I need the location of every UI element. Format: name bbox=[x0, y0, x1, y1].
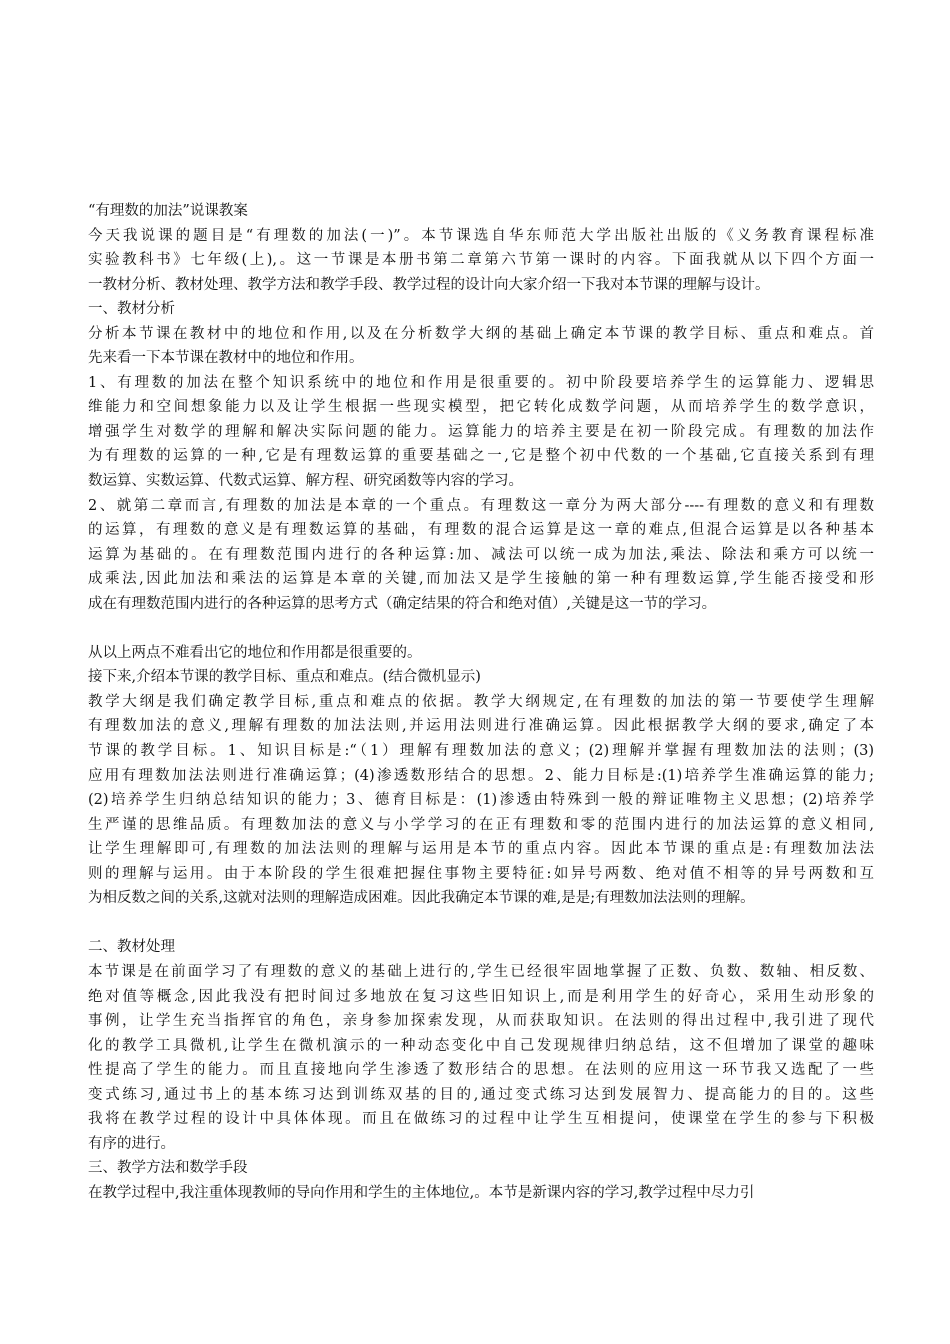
paragraph bbox=[88, 690, 874, 911]
text-line: 接下来,介绍本节课的教学目标、重点和难点。(结合微机显示) bbox=[88, 669, 481, 686]
text-line: 一、教材分析 bbox=[88, 301, 175, 318]
paragraph bbox=[88, 665, 874, 690]
text-line: 成在有理数范围内进行的各种运算的思考方式（确定结果的符合和绝对值）,关键是这一节的学习。 bbox=[88, 595, 717, 612]
text-line: 节课的教学目标。1、知识目标是:“（1）理解有理数加法的意义；(2)理解并掌握有理数加法的法则；(3) bbox=[88, 743, 874, 760]
section-heading bbox=[88, 297, 874, 322]
document-page bbox=[88, 199, 874, 1205]
text-line: 变式练习,通过书上的基本练习达到训练双基的目的,通过变式练习达到发展智力、提高能力的目的。这些 bbox=[88, 1086, 874, 1103]
text-line: 则的理解与运用。由于本阶段的学生很难把握住事物主要特征:如异号两数、绝对值不相等的异号两数和互 bbox=[88, 865, 874, 882]
blank-line bbox=[88, 911, 874, 936]
text-line: 生严谨的思维品质。有理数加法的意义与小学学习的在正有理数和零的范围内进行的加法运算的意义相同, bbox=[88, 816, 874, 833]
text-line: 1、有理数的加法在整个知识系统中的地位和作用是很重要的。初中阶段要培养学生的运算能力、逻辑思 bbox=[88, 374, 874, 391]
text-line: 事例，让学生充当指挥官的角色，亲身参加探索发现，从而获取知识。在法则的得出过程中,我引进了现代 bbox=[88, 1013, 874, 1030]
text-line: 三、教学方法和数学手段 bbox=[88, 1160, 248, 1177]
text-line: 的运算，有理数的意义是有理数运算的基础，有理数的混合运算是这一章的难点,但混合运算是以各种基本 bbox=[88, 522, 874, 539]
text-line: 为有理数的运算的一种,它是有理数运算的重要基础之一,它是整个初中代数的一个基础,它直接关系到有理 bbox=[88, 448, 874, 465]
text-line: 分析本节课在教材中的地位和作用,以及在分析数学大纲的基础上确定本节课的教学目标、重点和难点。首 bbox=[88, 325, 874, 342]
text-line: 让学生理解即可,有理数的加法法则的理解与运用是本节的重点内容。因此本节课的重点是:有理数加法法 bbox=[88, 841, 874, 858]
text-line: 运算为基础的。在有理数范围内进行的各种运算:加、减法可以统一成为加法,乘法、除法和乘方可以统一 bbox=[88, 546, 874, 563]
text-line: 一教材分析、教材处理、教学方法和教学手段、教学过程的设计向大家介绍一下我对本节课的理解与设计。 bbox=[88, 276, 770, 293]
paragraph bbox=[88, 494, 874, 617]
text-line: 从以上两点不难看出它的地位和作用都是很重要的。 bbox=[88, 644, 422, 661]
text-line: 增强学生对数学的理解和解决实际问题的能力。运算能力的培养主要是在初一阶段完成。有理数的加法作 bbox=[88, 423, 874, 440]
text-line: 化的教学工具微机,让学生在微机演示的一种动态变化中自己发现规律归纳总结，这不但增加了课堂的趣味 bbox=[88, 1037, 874, 1054]
text-line: 有序的进行。 bbox=[88, 1135, 175, 1152]
text-line: 教学大纲是我们确定教学目标,重点和难点的依据。教学大纲规定,在有理数的加法的第一节要使学生理解 bbox=[88, 693, 874, 710]
paragraph bbox=[88, 960, 874, 1156]
section-heading bbox=[88, 1156, 874, 1181]
text-line: 绝对值等概念,因此我没有把时间过多地放在复习这些旧知识上,而是利用学生的好奇心，采用生动形象的 bbox=[88, 988, 874, 1005]
text-line: (2)培养学生归纳总结知识的能力；3、德育目标是：(1)渗透由特殊到一般的辩证唯物主义思想；(2)培养学 bbox=[88, 792, 874, 809]
paragraph bbox=[88, 371, 874, 494]
text-line: 先来看一下本节课在教材中的地位和作用。 bbox=[88, 350, 364, 367]
text-line: 我将在教学过程的设计中具体体现。而且在做练习的过程中让学生互相提问，使课堂在学生的参与下积极 bbox=[88, 1111, 874, 1128]
section-heading bbox=[88, 935, 874, 960]
text-line: 有理数加法的意义,理解有理数的加法法则,并运用法则进行准确运算。因此根据教学大纲的要求,确定了本 bbox=[88, 718, 874, 735]
text-line: 实验教科书》七年级(上),。这一节课是本册书第二章第六节第一课时的内容。下面我就从以下四个方面一 bbox=[88, 252, 874, 269]
paragraph bbox=[88, 1181, 874, 1206]
text-line: 今天我说课的题目是“有理数的加法(一)”。本节课选自华东师范大学出版社出版的《义务教育课程标准 bbox=[88, 227, 874, 244]
paragraph bbox=[88, 641, 874, 666]
document-title: “有理数的加法”说课教案 bbox=[88, 203, 248, 219]
paragraph bbox=[88, 322, 874, 371]
text-line: 在教学过程中,我注重体现教师的导向作用和学生的主体地位,。本节是新课内容的学习,教学过程中尽力引 bbox=[88, 1184, 755, 1201]
text-line: 二、教材处理 bbox=[88, 939, 175, 956]
text-line: 本节课是在前面学习了有理数的意义的基础上进行的,学生已经很牢固地掌握了正数、负数、数轴、相反数、 bbox=[88, 963, 874, 980]
paragraph bbox=[88, 224, 874, 298]
text-line: 成乘法,因此加法和乘法的运算是本章的关键,而加法又是学生接触的第一种有理数运算,学生能否接受和形 bbox=[88, 571, 874, 588]
text-line: 应用有理数加法法则进行准确运算；(4)渗透数形结合的思想。2、能力目标是:(1)培养学生准确运算的能力; bbox=[88, 767, 874, 784]
text-line: 2、就第二章而言,有理数的加法是本章的一个重点。有理数这一章分为两大部分----有理数的意义和有理数 bbox=[88, 497, 874, 514]
text-line: 性提高了学生的能力。而且直接地向学生渗透了数形结合的思想。在法则的应用这一环节我又选配了一些 bbox=[88, 1062, 874, 1079]
text-line: 维能力和空间想象能力以及让学生根据一些现实模型，把它转化成数学问题，从而培养学生的数学意识， bbox=[88, 399, 874, 416]
blank-line bbox=[88, 616, 874, 641]
text-line: 为相反数之间的关系,这就对法则的理解造成困难。因此我确定本节课的难,是是;有理数加法法则的理解。 bbox=[88, 890, 755, 907]
text-line: 数运算、实数运算、代数式运算、解方程、研究函数等内容的学习。 bbox=[88, 473, 523, 490]
